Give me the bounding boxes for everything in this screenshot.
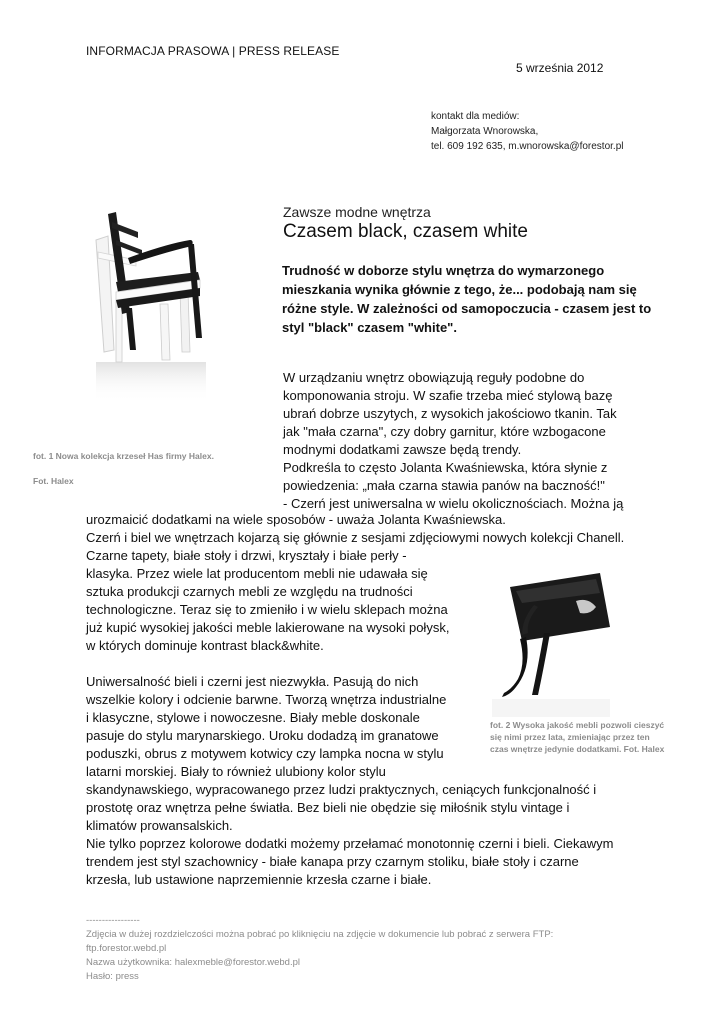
body-line: Uniwersalność bieli i czerni jest niezwykła. Pasują do nich (86, 674, 419, 689)
ftp-username: Nazwa użytkownika: halexmeble@forestor.webd.pl (86, 957, 300, 968)
press-release-label: INFORMACJA PRASOWA | PRESS RELEASE (86, 44, 340, 58)
body-line: krzesła, lub ustawione naprzemiennie krzesła czarne i białe. (86, 872, 432, 887)
body-line: Nie tylko poprzez kolorowe dodatki możemy przełamać monotonnię czerni i bieli. Ciekawym (86, 836, 614, 851)
body-line: jak "mała czarna", czy dobry garnitur, które wzbogacone (283, 424, 606, 439)
body-line: urozmaicić dodatkami na wiele sposobów - uważa Jolanta Kwaśniewska. (86, 512, 506, 527)
article-kicker: Zawsze modne wnętrza (283, 204, 431, 220)
lead-line: styl "black" czasem "white". (282, 320, 457, 335)
body-line: klasyka. Przez wiele lat producentom mebli nie udawała się (86, 566, 428, 581)
body-line: Podkreśla to często Jolanta Kwaśniewska, która słynie z (283, 460, 608, 475)
lead-line: Trudność w doborze stylu wnętrza do wymarzonego (282, 263, 605, 278)
glossy-furniture-photo[interactable] (492, 567, 610, 717)
article-lead (282, 261, 652, 337)
body-line: komponowania stroju. W szafie trzeba mieć stylową bazę (283, 388, 613, 403)
article-body-intro (283, 369, 623, 513)
body-line: wszelkie kolory i odcienie barwne. Tworzą wnętrza industrialne (86, 692, 447, 707)
contact-name: Małgorzata Wnorowska, (431, 126, 539, 137)
media-contact (431, 109, 623, 154)
body-line: Czerń i biel we wnętrzach kojarzą się głównie z sesjami zdjęciowymi nowych kolekcji Chanell. (86, 530, 625, 545)
body-line: technologiczne. Teraz się to zmieniło i w wielu sklepach można (86, 602, 448, 617)
body-line: poduszki, obrus z motywem kotwicy czy lampka nocna w stylu (86, 746, 444, 761)
body-line: latarni morskiej. Biały to również ulubiony kolor stylu (86, 764, 386, 779)
body-line: Czarne tapety, białe stoły i drzwi, kryształy i białe perły - (86, 548, 407, 563)
photo2-caption (490, 719, 664, 755)
photo1-credit: Fot. Halex (33, 476, 74, 486)
contact-details: tel. 609 192 635, m.wnorowska@forestor.pl (431, 141, 624, 152)
ftp-server[interactable]: ftp.forestor.webd.pl (86, 943, 167, 954)
body-line: sztuka produkcji czarnych mebli ze względu na trudności (86, 584, 413, 599)
footer-line: Zdjęcia w dużej rozdzielczości można pobrać po kliknięciu na zdjęcie w dokumencie lub pobrać z serwera FTP: (86, 929, 554, 940)
lead-line: mieszkania wynika głównie z tego, że... podobają nam się (282, 282, 637, 297)
body-line: klimatów prowansalskich. (86, 818, 233, 833)
body-line: modnymi dodatkami zawsze będą trendy. (283, 442, 522, 457)
release-date: 5 września 2012 (516, 61, 604, 75)
body-line: prostotę oraz wnętrza pełne światła. Bez bieli nie obędzie się miłośnik stylu vintage i (86, 800, 570, 815)
body-line: ubrań dobrze uszytych, z wysokich jakościowo tkanin. Tak (283, 406, 617, 421)
body-line: w których dominuje kontrast black&white. (86, 638, 324, 653)
body-line: powiedzenia: „mała czarna stawia panów na baczność!" (283, 478, 605, 493)
download-footer (86, 914, 553, 984)
contact-label: kontakt dla mediów: (431, 111, 520, 122)
ftp-password: Hasło: press (86, 971, 139, 982)
body-line: - Czerń jest uniwersalna w wielu okolicznościach. Można ją (283, 496, 624, 511)
body-line: już kupić wysokiej jakości meble lakierowane na wysoki połysk, (86, 620, 450, 635)
body-line: W urządzaniu wnętrz obowiązują reguły podobne do (283, 370, 585, 385)
caption-line: się nimi przez lata, zmieniając przez ten (490, 732, 650, 742)
body-line: skandynawskiego, wypracowanego przez ludzi praktycznych, ceniących funkcjonalność i (86, 782, 597, 797)
footer-divider: ----------------- (86, 915, 140, 926)
body-line: trendem jest styl szachownicy - białe kanapa przy czarnym stoliku, białe stoły i czarne (86, 854, 579, 869)
lead-line: różne style. W zależności od samopoczucia - czasem jest to (282, 301, 652, 316)
photo1-caption: fot. 1 Nowa kolekcja krzeseł Has firmy Halex. (33, 451, 214, 461)
article-headline: Czasem black, czasem white (283, 221, 528, 242)
body-line: i klasyczne, stylowe i nowoczesne. Biały meble doskonale (86, 710, 420, 725)
caption-line: czas wnętrze jedynie dodatkami. Fot. Halex (490, 744, 665, 754)
body-line: pasuje do stylu marynarskiego. Uroku dodadzą im granatowe (86, 728, 439, 743)
caption-line: fot. 2 Wysoka jakość mebli pozwoli cieszyć (490, 720, 665, 730)
chairs-photo[interactable] (86, 200, 226, 410)
